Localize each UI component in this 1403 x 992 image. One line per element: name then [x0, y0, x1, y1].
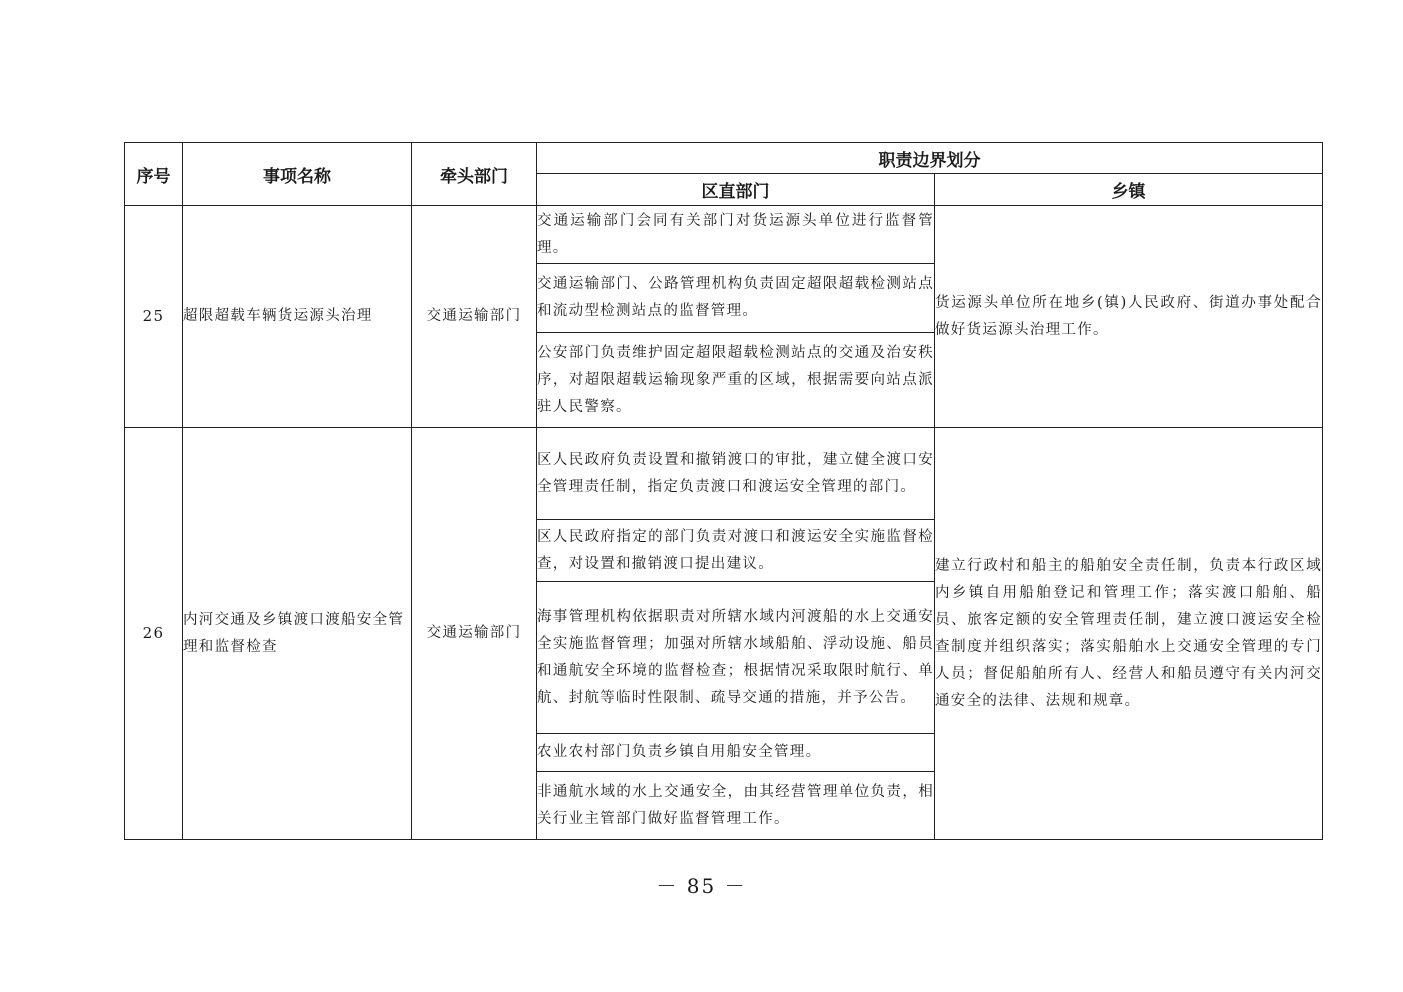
header-item-name: 事项名称 [183, 143, 412, 206]
row-lead-dept: 交通运输部门 [412, 206, 537, 428]
page-number: － 85 － [656, 874, 747, 898]
row-item-name: 内河交通及乡镇渡口渡船安全管理和监督检查 [183, 428, 412, 840]
row-lead-dept: 交通运输部门 [412, 428, 537, 840]
header-district-dept: 区直部门 [537, 174, 935, 206]
row-district-duty: 区人民政府负责设置和撤销渡口的审批，建立健全渡口安全管理责任制，指定负责渡口和渡运安全管理的部门。 [537, 428, 935, 520]
row-district-duty: 区人民政府指定的部门负责对渡口和渡运安全实施监督检查，对设置和撤销渡口提出建议。 [537, 520, 935, 582]
row-district-duty: 公安部门负责维护固定超限超载检测站点的交通及治安秩序，对超限超载运输现象严重的区域，根据需要向站点派驻人民警察。 [537, 333, 935, 428]
row-district-duty: 非通航水域的水上交通安全，由其经营管理单位负责，相关行业主管部门做好监督管理工作。 [537, 772, 935, 840]
row-seq: 25 [125, 206, 183, 428]
row-district-duty: 农业农村部门负责乡镇自用船安全管理。 [537, 734, 935, 772]
header-division: 职责边界划分 [537, 143, 1323, 174]
header-seq: 序号 [125, 143, 183, 206]
row-district-duty: 交通运输部门会同有关部门对货运源头单位进行监督管理。 [537, 206, 935, 264]
header-township: 乡镇 [935, 174, 1323, 206]
header-lead-dept: 牵头部门 [412, 143, 537, 206]
duty-boundary-table [124, 142, 1323, 840]
row-township-duty: 货运源头单位所在地乡(镇)人民政府、街道办事处配合做好货运源头治理工作。 [935, 206, 1323, 428]
table-row [125, 428, 1323, 520]
table-row [125, 206, 1323, 264]
row-township-duty: 建立行政村和船主的船舶安全责任制，负责本行政区域内乡镇自用船舶登记和管理工作；落实渡口船舶、船员、旅客定额的安全管理责任制，建立渡口渡运安全检查制度并组织落实；落实船舶水上交通安全管理的专门人员；督促船舶所有人、经营人和船员遵守有关内河交通安全的法律、法规和规章。 [935, 428, 1323, 840]
row-district-duty: 交通运输部门、公路管理机构负责固定超限超载检测站点和流动型检测站点的监督管理。 [537, 264, 935, 333]
row-item-name: 超限超载车辆货运源头治理 [183, 206, 412, 428]
row-district-duty: 海事管理机构依据职责对所辖水域内河渡船的水上交通安全实施监督管理；加强对所辖水域船舶、浮动设施、船员和通航安全环境的监督检查；根据情况采取限时航行、单航、封航等临时性限制、疏导交通的措施，并予公告。 [537, 582, 935, 734]
row-seq: 26 [125, 428, 183, 840]
